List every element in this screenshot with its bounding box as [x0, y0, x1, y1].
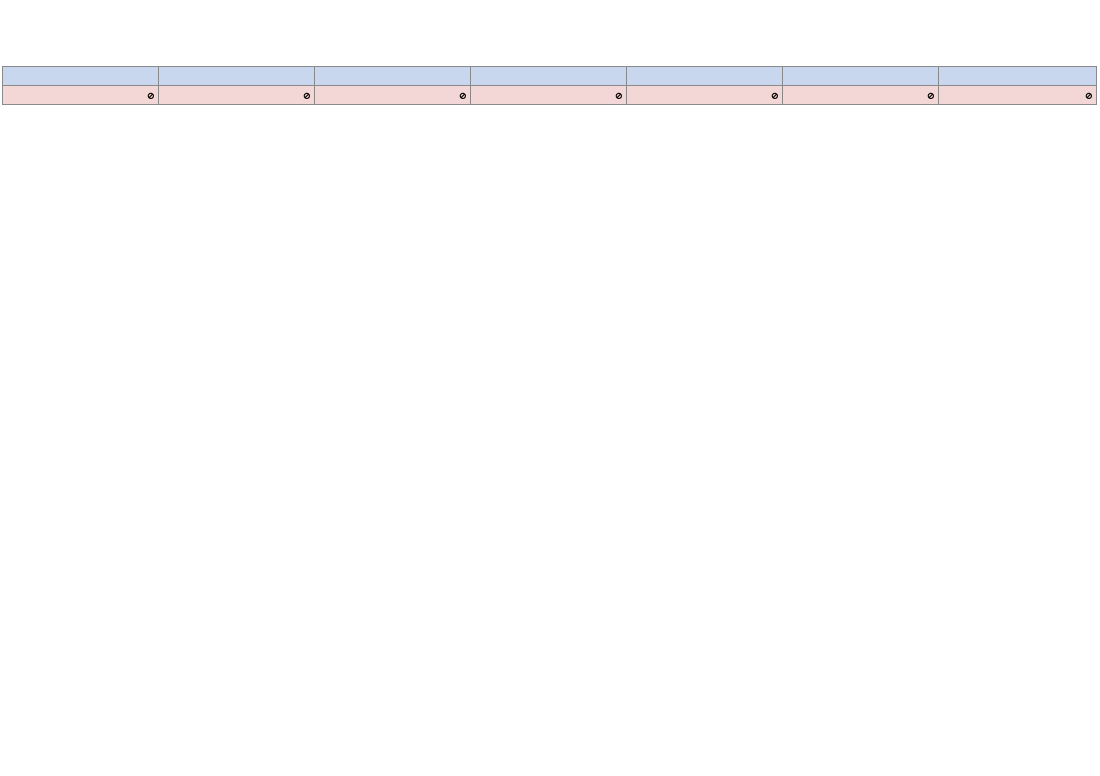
day-header-4 [627, 67, 783, 86]
day-header-6 [939, 67, 1097, 86]
day-header-5 [783, 67, 939, 86]
clock-icon: ⊘ [614, 91, 623, 102]
duty-squad [147, 91, 155, 102]
date-cell [315, 86, 471, 105]
duty-squad [615, 91, 623, 102]
schedule-table [2, 66, 1097, 105]
day-header-2 [315, 67, 471, 86]
clock-icon: ⊘ [146, 91, 155, 102]
date-row [3, 86, 1097, 105]
duty-squad [1085, 91, 1093, 102]
clock-icon: ⊘ [770, 91, 779, 102]
date-cell [783, 86, 939, 105]
duty-squad [771, 91, 779, 102]
duty-squad [459, 91, 467, 102]
clock-icon: ⊘ [1084, 91, 1093, 102]
clock-icon: ⊘ [458, 91, 467, 102]
day-header-3 [471, 67, 627, 86]
clock-icon: ⊘ [926, 91, 935, 102]
duty-squad [303, 91, 311, 102]
date-cell [159, 86, 315, 105]
date-cell [471, 86, 627, 105]
date-cell [627, 86, 783, 105]
date-cell [3, 86, 159, 105]
day-header-0 [3, 67, 159, 86]
day-header-row [3, 67, 1097, 86]
date-cell [939, 86, 1097, 105]
clock-icon: ⊘ [302, 91, 311, 102]
duty-squad [927, 91, 935, 102]
day-header-1 [159, 67, 315, 86]
